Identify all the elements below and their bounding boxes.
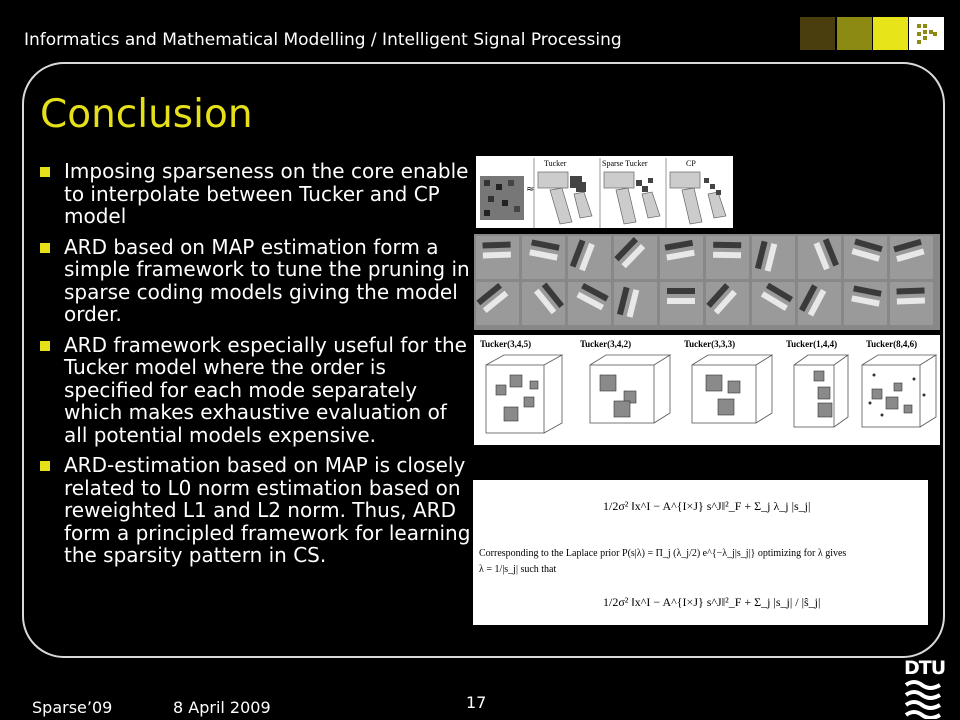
panel-label-sparse-tucker: Sparse Tucker [602,159,648,168]
equation-1: 1/2σ² ‖x^I − A^{I×J} s^J‖²_F + Σ_j λ_j |s_j| [603,499,811,513]
equation-box [473,480,928,625]
patch-stroke [713,242,741,248]
prior-text-2: λ = 1/|s_j| such that [479,564,557,575]
patch-stroke [897,298,925,305]
bullet-item [40,236,472,326]
bullet-item [40,160,472,228]
bullet-text: ARD based on MAP estimation form a simple framework to tune the pruning in sparse coding models giving the model order. [64,234,470,326]
tucker-label-4: Tucker(1,4,4) [786,339,838,349]
data-cube-image [480,176,524,220]
bullet-marker [40,167,50,177]
footer-conference: Sparse’09 [32,698,113,717]
slide-title: Conclusion [40,92,253,137]
patch-stroke [667,288,695,294]
tucker-label-3: Tucker(3,3,3) [684,339,736,349]
equation-2: 1/2σ² ‖x^I − A^{I×J} s^J‖²_F + Σ_j |s_j| / |ŝ_j| [603,595,821,609]
patch-stroke [713,252,741,258]
panel-label-tucker: Tucker [544,159,567,168]
tucker-label-5: Tucker(8,4,6) [866,339,918,349]
bullet-marker [40,243,50,253]
patch-stroke [667,298,695,304]
bullet-item [40,334,472,447]
header-title: Informatics and Mathematical Modelling / Intelligent Signal Processing [24,30,622,50]
dotted-arrow-icon [917,24,937,44]
bullet-marker [40,461,50,471]
tucker-label-2: Tucker(3,4,2) [580,339,632,349]
patch-stroke [482,242,510,249]
panel-label-cp: CP [686,159,696,168]
patch-grid [476,236,933,325]
corner-square-1 [800,17,835,50]
corner-square-2 [837,17,872,50]
patch-stroke [896,288,924,295]
corner-square-3 [873,17,908,50]
corner-square-4 [909,17,944,50]
bullet-marker [40,341,50,351]
prior-text-1: Corresponding to the Laplace prior P(s|λ) = Π_j (λ_j/2) e^{−λ_j|s_j|} optimizing for λ gives [479,548,847,559]
dtu-logo [904,657,944,720]
model-comparison-figure [476,156,733,228]
tucker-core-figure [474,335,940,445]
patch-stroke [483,252,511,259]
bullet-text: ARD-estimation based on MAP is closely related to L0 norm estimation based on reweighted L1 and L2 norm. Thus, ARD form a principled framework for learning the sparsity pattern in CS. [64,453,471,567]
page-number: 17 [466,693,487,712]
bullet-list [40,160,472,575]
dtu-waves-icon [904,679,944,719]
approx-symbol: ≈ [526,184,535,195]
footer-date: 8 April 2009 [173,698,271,717]
dtu-logo-text: DTU [904,657,946,679]
bullet-text: Imposing sparseness on the core enable to interpolate between Tucker and CP model [64,159,469,228]
bullet-text: ARD framework especially useful for the Tucker model where the order is specified for each mode separately which makes exhaustive evaluation of all potential models expensive. [64,332,467,447]
bullet-item [40,454,472,567]
sparse-coding-patches-figure [474,234,940,330]
tucker-label-1: Tucker(3,4,5) [480,339,532,349]
